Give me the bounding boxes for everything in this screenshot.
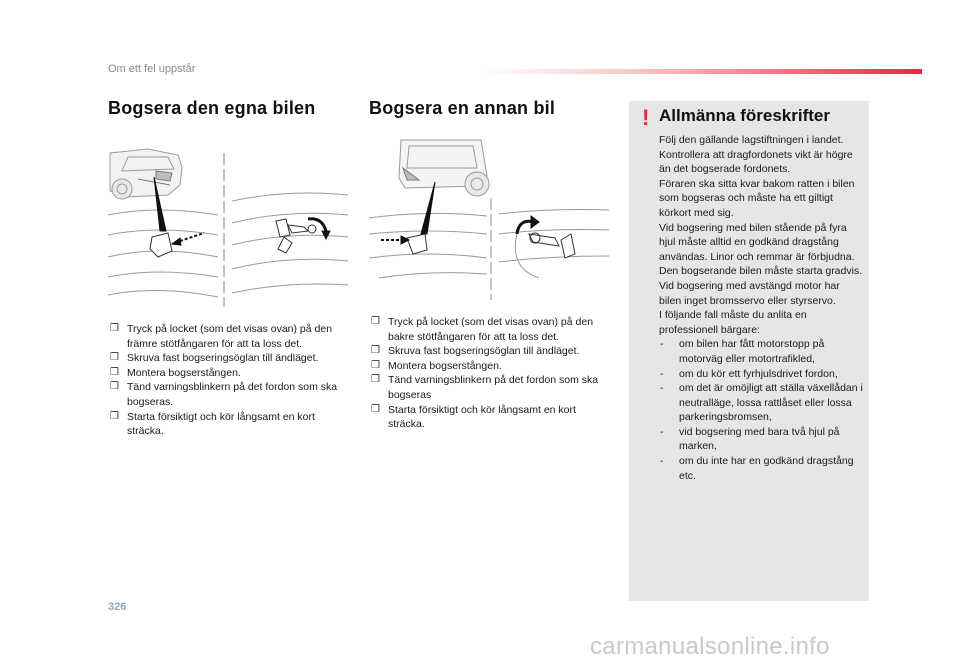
notice-paragraph: Kontrollera att dragfordonets vikt är högre än det bogserade fordonets.	[659, 148, 853, 176]
list-item: - vid bogsering med bara två hjul på marken,	[660, 425, 840, 453]
list-item: ❒ Montera bogserstången.	[371, 359, 502, 372]
list-item: ❒ Skruva fast bogseringsöglan till ändläget.	[371, 345, 580, 358]
front-towing-eye-illustration	[108, 145, 348, 315]
list-item: ❒ Skruva fast bogseringsöglan till ändläget.	[110, 352, 319, 365]
checkbox-bullet-icon: ❒	[110, 381, 119, 393]
notice-title: Allmänna föreskrifter	[659, 106, 830, 125]
list-item: ❒ Tryck på locket (som det visas ovan) på den bakre stötfångaren för att ta loss det.	[371, 316, 594, 343]
notice-body	[659, 133, 863, 483]
section-header: Om ett fel uppstår	[108, 63, 196, 75]
list-item: - om du kör ett fyrhjulsdrivet fordon,	[660, 367, 838, 380]
page-number: 326	[108, 601, 127, 613]
checkbox-bullet-icon: ❒	[110, 323, 119, 334]
header-accent-bar	[480, 69, 922, 74]
general-rules-notice	[629, 101, 869, 601]
notice-paragraph: I följande fall måste du anlita en professionell bärgare:	[659, 309, 807, 336]
list-item: ❒ Tänd varningsblinkern på det fordon som ska bogseras.	[110, 381, 338, 408]
rear-towing-eye-illustration	[369, 138, 609, 303]
checkbox-bullet-icon: ❒	[110, 352, 119, 364]
notice-paragraph: Föraren ska sitta kvar bakom ratten i bilen som bogseras och måste ha ett giltigt körkort med sig.	[659, 177, 855, 219]
list-item: ❒ Starta försiktigt och kör långsamt en kort sträcka.	[371, 403, 576, 431]
list-item: ❒ Montera bogserstången.	[110, 366, 241, 379]
watermark: carmanualsonline.info	[590, 633, 830, 660]
exclamation-icon: !	[642, 105, 650, 130]
checkbox-bullet-icon: ❒	[110, 366, 119, 378]
notice-paragraph: Den bogserande bilen måste starta gradvis.	[659, 265, 863, 278]
list-item: - om det är omöjligt att ställa växellådan i neutralläge, lossa rattlåset eller lossa parkeringsbromsen,	[660, 382, 863, 424]
left-section-title: Bogsera den egna bilen	[108, 98, 316, 118]
checkbox-bullet-icon: ❒	[371, 359, 380, 371]
notice-paragraph: Vid bogsering med avstängd motor har bilen inget bromsservo eller styrservo.	[659, 279, 840, 307]
checkbox-bullet-icon: ❒	[371, 374, 380, 386]
middle-section-title: Bogsera en annan bil	[369, 98, 556, 118]
notice-paragraph: Följ den gällande lagstiftningen i landet.	[659, 134, 844, 146]
middle-steps-list	[371, 315, 607, 432]
rear-car-thumbnail-icon	[399, 140, 489, 196]
front-car-thumbnail-icon	[110, 149, 182, 199]
checkbox-bullet-icon: ❒	[371, 345, 380, 357]
notice-cases-list	[659, 337, 863, 483]
list-item: - om bilen har fått motorstopp på motorväg eller motortrafikled,	[660, 338, 825, 365]
list-item: ❒ Tänd varningsblinkern på det fordon som ska bogseras	[371, 374, 599, 401]
list-item: - om du inte har en godkänd dragstång etc.	[660, 455, 854, 482]
left-steps-list	[110, 322, 346, 439]
list-item: ❒ Tryck på locket (som det visas ovan) på den främre stötfångaren för att ta loss det.	[110, 323, 333, 350]
checkbox-bullet-icon: ❒	[371, 403, 380, 415]
checkbox-bullet-icon: ❒	[110, 410, 119, 422]
checkbox-bullet-icon: ❒	[371, 316, 380, 327]
list-item: ❒ Starta försiktigt och kör långsamt en kort sträcka.	[110, 410, 315, 438]
notice-paragraph: Vid bogsering med bilen stående på fyra hjul måste alltid en godkänd dragstång användas. Linor och remmar är förbjudna.	[659, 221, 855, 263]
